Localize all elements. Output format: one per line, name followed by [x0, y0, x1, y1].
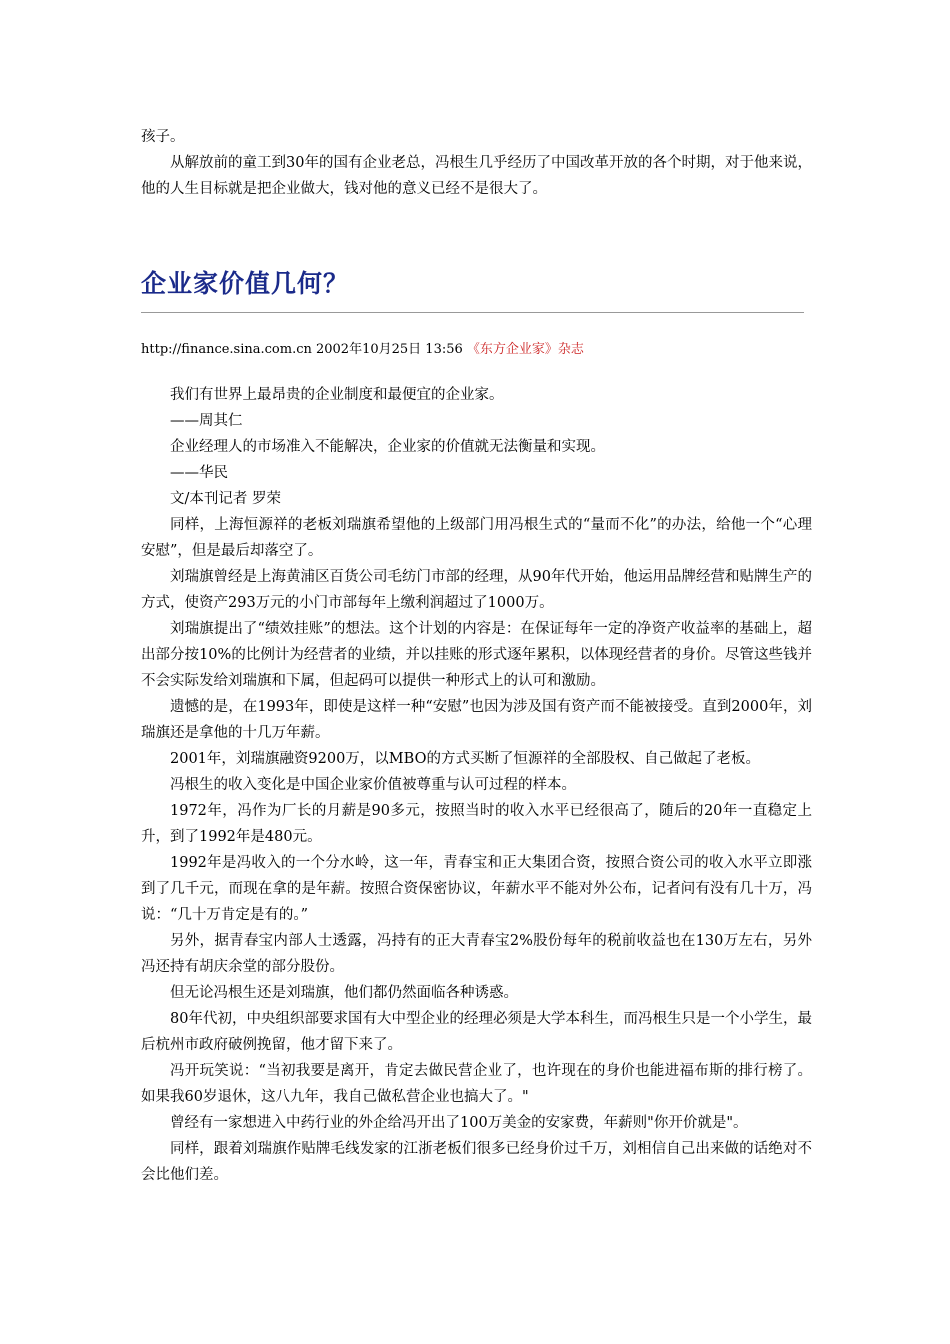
body-paragraph: 同样，跟着刘瑞旗作贴牌毛线发家的江浙老板们很多已经身价过千万，刘相信自己出来做的话绝对不会比他们差。: [141, 1141, 812, 1183]
document-page: [141, 124, 812, 1188]
body-paragraph: ——周其仁: [170, 413, 243, 429]
body-paragraph: 曾经有一家想进入中药行业的外企给冯开出了100万美金的安家费，年薪则"你开价就是"。: [170, 1115, 748, 1131]
body-paragraph: 我们有世界上最昂贵的企业制度和最便宜的企业家。: [170, 387, 504, 403]
body-paragraph: 文/本刊记者 罗荣: [170, 491, 281, 507]
body-paragraph: 80年代初，中央组织部要求国有大中型企业的经理必须是大学本科生，而冯根生只是一个小学生，最后杭州市政府破例挽留，他才留下来了。: [141, 1011, 812, 1053]
body-paragraph: 企业经理人的市场准入不能解决，企业家的价值就无法衡量和实现。: [170, 439, 605, 455]
source-url-date: http://finance.sina.com.cn 2002年10月25日 13:56: [141, 342, 463, 357]
article-body: [141, 382, 812, 1188]
body-paragraph: 2001年，刘瑞旗融资9200万，以MBO的方式买断了恒源祥的全部股权、自己做起了老板。: [170, 751, 760, 767]
article-title: 企业家价值几何？: [141, 269, 350, 298]
body-paragraph: 但无论冯根生还是刘瑞旗，他们都仍然面临各种诱惑。: [170, 985, 518, 1001]
intro-paragraph: 从解放前的童工到30年的国有企业老总，冯根生几乎经历了中国改革开放的各个时期，对于他来说，他的人生目标就是把企业做大，钱对他的意义已经不是很大了。: [141, 155, 812, 197]
body-paragraph: 1972年，冯作为厂长的月薪是90多元，按照当时的收入水平已经很高了，随后的20年一直稳定上升，到了1992年是480元。: [141, 803, 812, 845]
body-paragraph: ——华民: [170, 465, 228, 481]
body-paragraph: 冯根生的收入变化是中国企业家价值被尊重与认可过程的样本。: [170, 777, 576, 793]
body-paragraph: 冯开玩笑说：“当初我要是离开，肯定去做民营企业了，也许现在的身价也能进福布斯的排行榜了。如果我60岁退休，这八九年，我自己做私营企业也搞大了。": [141, 1063, 812, 1105]
body-paragraph: 1992年是冯收入的一个分水岭，这一年，青春宝和正大集团合资，按照合资公司的收入水平立即涨到了几千元，而现在拿的是年薪。按照合资保密协议，年薪水平不能对外公布，记者问有没有几十万，冯说：“几十万肯定是有的。”: [141, 855, 812, 923]
body-paragraph: 另外，据青春宝内部人士透露，冯持有的正大青春宝2%股份每年的税前收益也在130万左右，另外冯还持有胡庆余堂的部分股份。: [141, 933, 812, 975]
source-magazine-link[interactable]: 《东方企业家》杂志: [466, 342, 584, 357]
body-paragraph: 同样，上海恒源祥的老板刘瑞旗希望他的上级部门用冯根生式的“量而不化”的办法，给他一个“心理安慰”，但是最后却落空了。: [141, 517, 812, 559]
body-paragraph: 刘瑞旗提出了“绩效挂账”的想法。这个计划的内容是：在保证每年一定的净资产收益率的基础上，超出部分按10%的比例计为经营者的业绩，并以挂账的形式逐年累积，以体现经营者的身价。尽管这些钱并不会实际发给刘瑞旗和下属，但起码可以提供一种形式上的认可和激励。: [141, 621, 812, 689]
title-divider: [141, 312, 804, 313]
section-gap: [141, 202, 812, 266]
body-paragraph: 刘瑞旗曾经是上海黄浦区百货公司毛纺门市部的经理，从90年代开始，他运用品牌经营和贴牌生产的方式，使资产293万元的小门市部每年上缴利润超过了1000万。: [141, 569, 812, 611]
intro-paragraph: 孩子。: [141, 129, 185, 145]
body-paragraph: 遗憾的是，在1993年，即使是这样一种“安慰”也因为涉及国有资产而不能被接受。直到2000年，刘瑞旗还是拿他的十几万年薪。: [141, 699, 812, 741]
article-source-line: [141, 340, 812, 360]
